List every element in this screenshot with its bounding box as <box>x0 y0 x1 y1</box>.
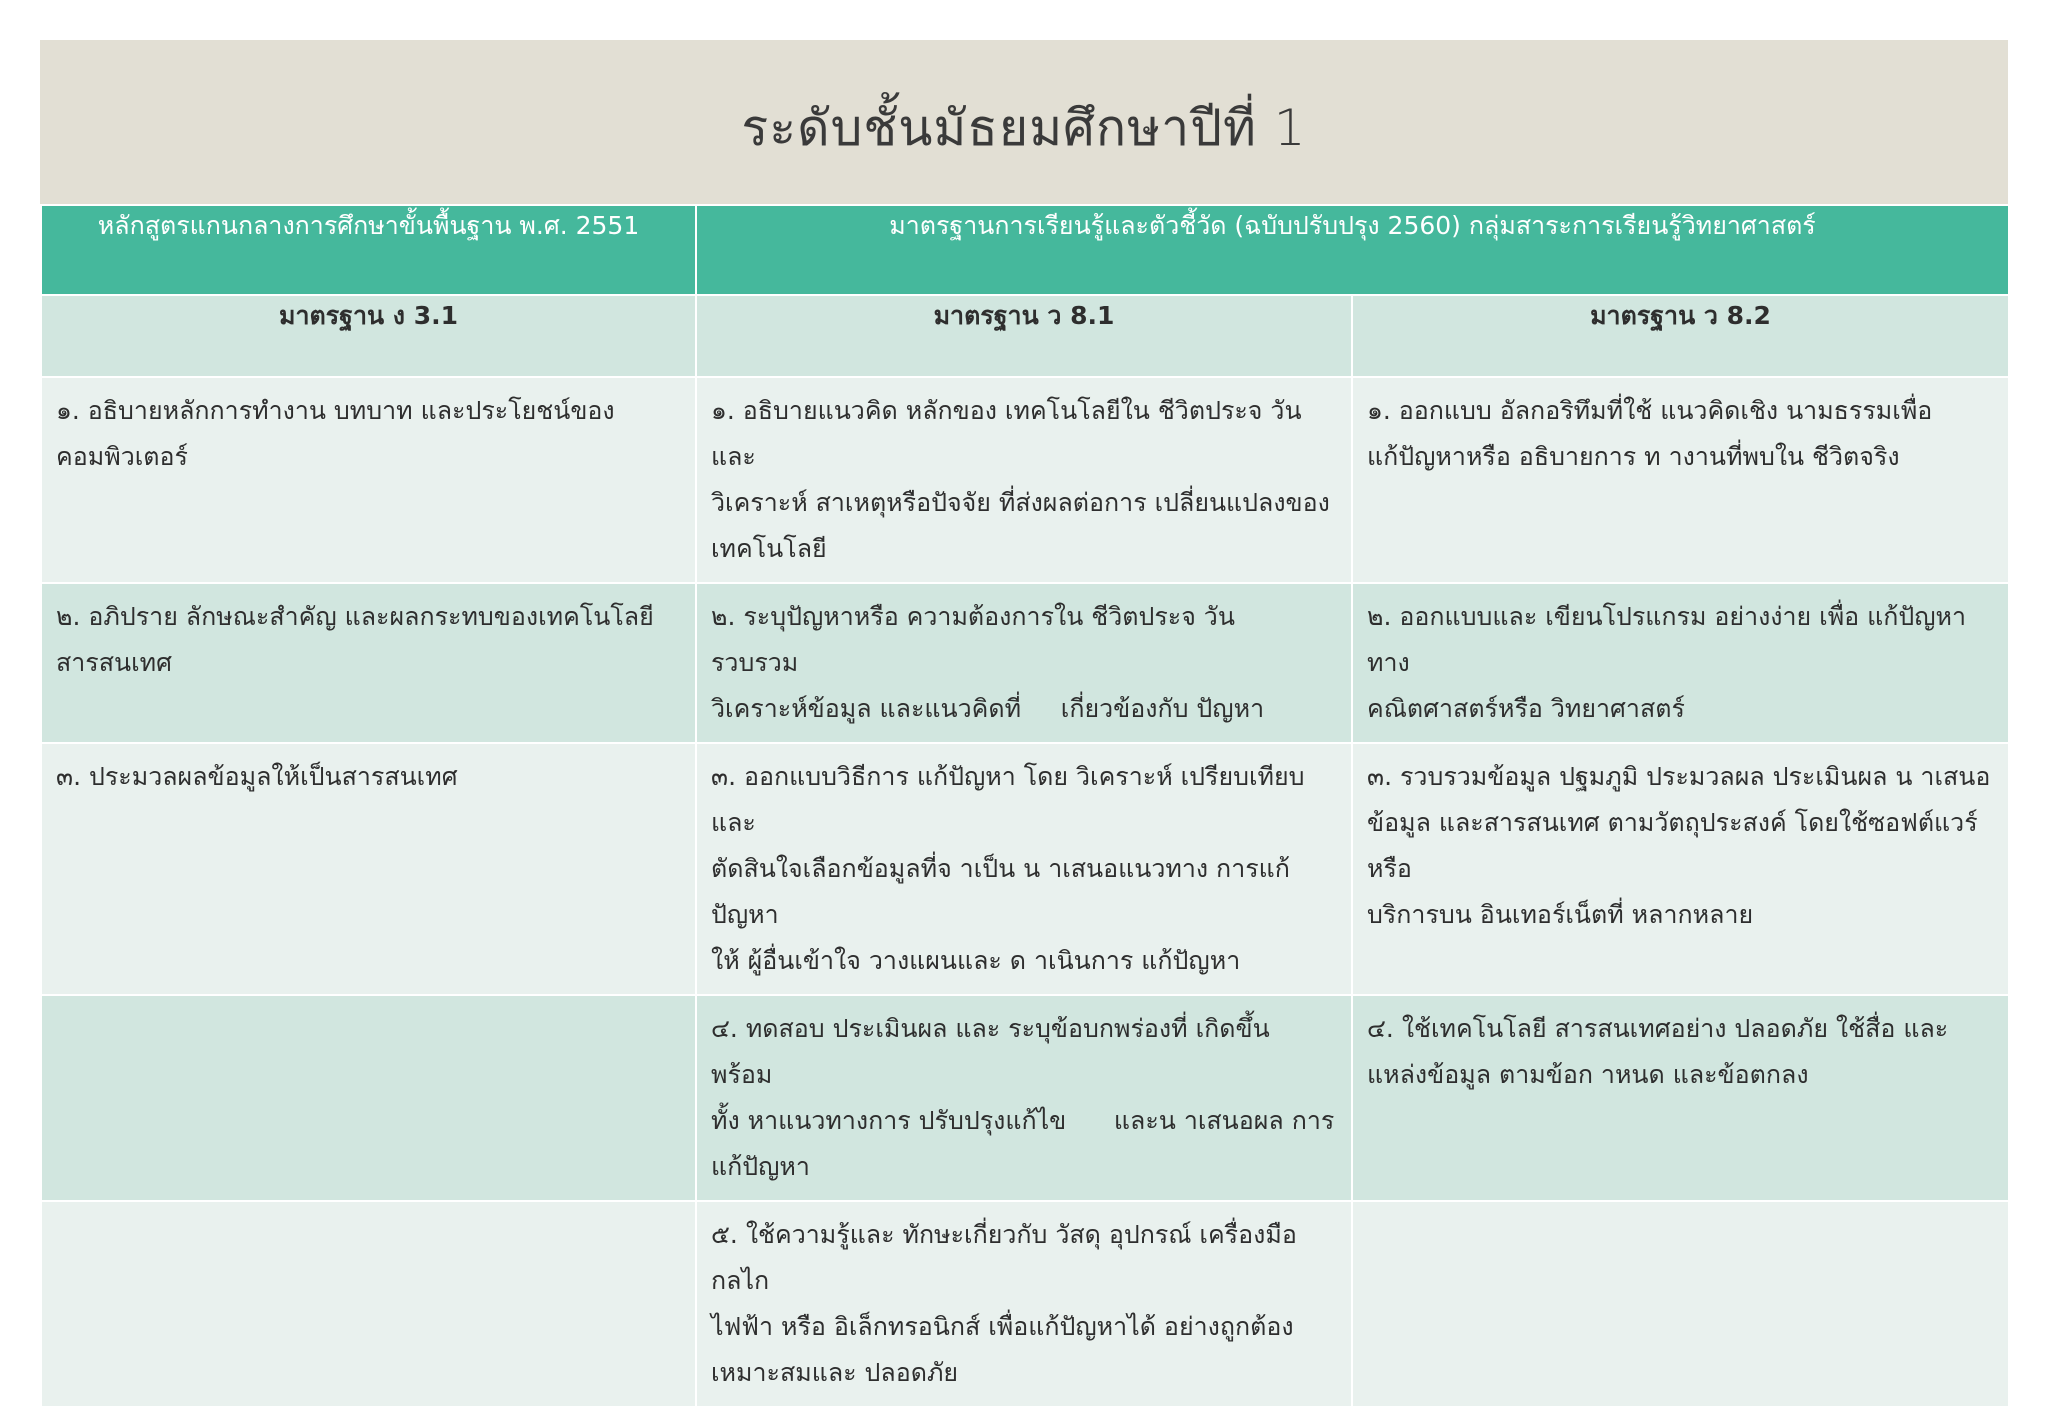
table-cell <box>1352 1201 2009 1407</box>
table-cell <box>41 995 696 1201</box>
cell-text: ๕. ใช้ความรู้และ ทักษะเกี่ยวกับ วัสดุ อุปกรณ์ เครื่องมือ กลไก ไฟฟ้า หรือ อิเล็กทรอนิกส์ เพื่อแก้ปัญหาได้ อย่างถูกต้อง เหมาะสมและ ปลอดภัย <box>711 1220 1297 1387</box>
sub-header-standard-w-8-1: มาตรฐาน ว 8.1 <box>696 295 1352 377</box>
table-row <box>41 995 2009 1201</box>
cell-text: ๒. ระบุปัญหาหรือ ความต้องการใน ชีวิตประจ วัน รวบรวม วิเคราะห์ข้อมูล และแนวคิดที่ เกี่ยวข้องกับ ปัญหา <box>711 602 1265 723</box>
standards-table <box>40 204 2010 1408</box>
cell-text: ๔. ทดสอบ ประเมินผล และ ระบุข้อบกพร่องที่ เกิดขึ้น พร้อม ทั้ง หาแนวทางการ ปรับปรุงแก้ไข และน าเสนอผล การ แก้ปัญหา <box>711 1014 1335 1181</box>
table-row <box>41 1201 2009 1407</box>
table-cell <box>41 1201 696 1407</box>
table-cell <box>1352 743 2009 995</box>
cell-text: ๔. ใช้เทคโนโลยี สารสนเทศอย่าง ปลอดภัย ใช้สื่อ และ แหล่งข้อมูล ตามข้อก าหนด และข้อตกลง <box>1367 1014 1949 1089</box>
cell-text <box>42 996 695 1016</box>
table-sub-header-row <box>41 295 2009 377</box>
main-header-science-standards: มาตรฐานการเรียนรู้และตัวชี้วัด (ฉบับปรับปรุง 2560) กลุ่มสาระการเรียนรู้วิทยาศาสตร์ <box>696 205 2009 295</box>
table-cell <box>696 377 1352 583</box>
table-cell <box>696 1201 1352 1407</box>
table-cell <box>696 583 1352 743</box>
table-cell <box>1352 995 2009 1201</box>
table-row <box>41 377 2009 583</box>
table-cell <box>41 377 696 583</box>
sub-header-standard-w-8-2: มาตรฐาน ว 8.2 <box>1352 295 2009 377</box>
cell-text: ๒. อภิปราย ลักษณะสำคัญ และผลกระทบของเทคโนโลยี สารสนเทศ <box>56 602 654 677</box>
table-cell <box>696 995 1352 1201</box>
cell-text: ๑. อธิบายแนวคิด หลักของ เทคโนโลยีใน ชีวิตประจ วัน และ วิเคราะห์ สาเหตุหรือปัจจัย ที่ส่งผลต่อการ เปลี่ยนแปลงของ เทคโนโลยี <box>711 396 1330 563</box>
slide <box>40 40 2008 1387</box>
table-main-header-row <box>41 205 2009 295</box>
table-cell <box>41 583 696 743</box>
cell-text: ๓. ประมวลผลข้อมูลให้เป็นสารสนเทศ <box>56 762 458 791</box>
table-row <box>41 743 2009 995</box>
table-cell <box>41 743 696 995</box>
title-band <box>40 40 2008 204</box>
cell-text <box>42 1202 695 1222</box>
main-header-core-curriculum: หลักสูตรแกนกลางการศึกษาขั้นพื้นฐาน พ.ศ. 2551 <box>41 205 696 295</box>
table-cell <box>1352 377 2009 583</box>
page-title: ระดับชั้นมัธยมศึกษาปีที่ 1 <box>741 98 1307 157</box>
cell-text: ๑. ออกแบบ อัลกอริทึมที่ใช้ แนวคิดเชิง นามธรรมเพื่อ แก้ปัญหาหรือ อธิบายการ ท างานที่พบใน ชีวิตจริง <box>1367 396 1933 471</box>
table-cell <box>696 743 1352 995</box>
cell-text: ๓. รวบรวมข้อมูล ปฐมภูมิ ประมวลผล ประเมินผล น าเสนอ ข้อมูล และสารสนเทศ ตามวัตถุประสงค์ โดยใช้ซอฟต์แวร์ หรือ บริการบน อินเทอร์เน็ตที่ หลากหลาย <box>1367 762 1991 929</box>
table-row <box>41 583 2009 743</box>
sub-header-standard-ng-3-1: มาตรฐาน ง 3.1 <box>41 295 696 377</box>
cell-text: ๓. ออกแบบวิธีการ แก้ปัญหา โดย วิเคราะห์ เปรียบเทียบ และ ตัดสินใจเลือกข้อมูลที่จ าเป็น น าเสนอแนวทาง การแก้ปัญหา ให้ ผู้อื่นเข้าใจ วางแผนและ ด าเนินการ แก้ปัญหา <box>711 762 1305 975</box>
table-cell <box>1352 583 2009 743</box>
cell-text: ๒. ออกแบบและ เขียนโปรแกรม อย่างง่าย เพื่อ แก้ปัญหาทาง คณิตศาสตร์หรือ วิทยาศาสตร์ <box>1367 602 1967 723</box>
cell-text: ๑. อธิบายหลักการทำงาน บทบาท และประโยชน์ของ คอมพิวเตอร์ <box>56 396 615 471</box>
cell-text <box>1353 1202 2008 1222</box>
